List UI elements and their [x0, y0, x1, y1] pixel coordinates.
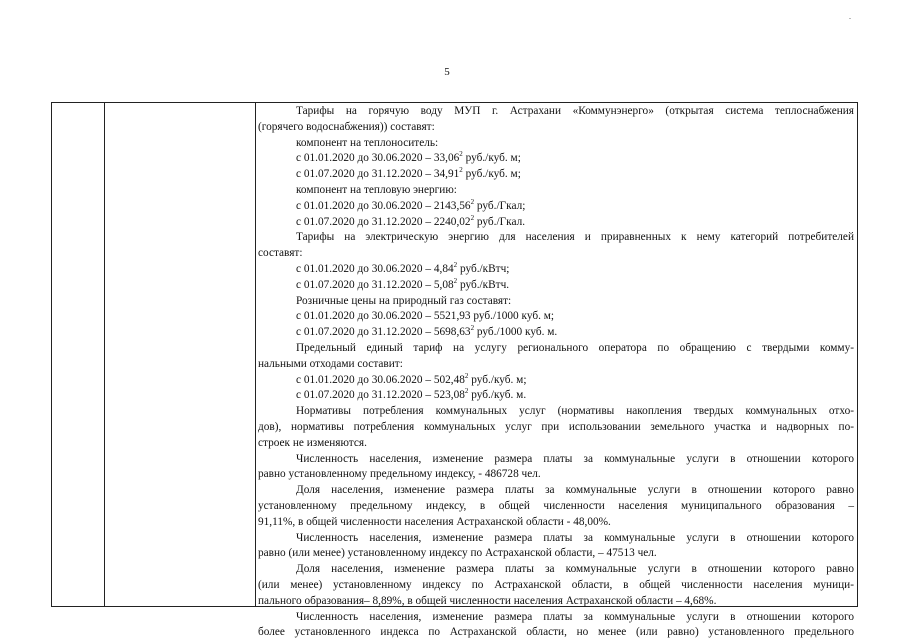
- text-line: [258, 578, 854, 594]
- line-text: Численность населения, изменение размера платы за коммунальные услуги в отношении которого: [296, 610, 854, 623]
- text-line: [258, 546, 854, 562]
- text-line: [258, 230, 854, 246]
- text-line: [258, 436, 854, 452]
- line-text: более установленного индекса по Астраханской области, но менее (или равно) установленного предельного: [258, 626, 854, 639]
- footnote-mark: 2: [459, 166, 463, 175]
- page-number: 5: [444, 66, 450, 78]
- text-line: [258, 467, 854, 483]
- text-line: [258, 278, 854, 294]
- line-text-tail: руб./кВтч;: [457, 262, 510, 275]
- scan-speck: [849, 18, 851, 19]
- text-line: [258, 373, 854, 389]
- text-line: [258, 625, 854, 641]
- line-text-tail: руб./куб. м;: [462, 168, 521, 181]
- line-text-tail: руб./куб. м;: [462, 152, 521, 165]
- footnote-mark: 2: [470, 197, 475, 206]
- text-line: [258, 151, 854, 167]
- text-line: [258, 136, 854, 152]
- footnote-mark: 2: [470, 213, 475, 222]
- text-line: [258, 262, 854, 278]
- line-text: с 01.07.2020 до 31.12.2020 – 2240,02: [296, 215, 471, 228]
- line-text: с 01.01.2020 до 30.06.2020 – 33,06: [296, 152, 460, 165]
- line-text: с 01.01.2020 до 30.06.2020 – 5521,93 руб./1000 куб. м;: [296, 310, 555, 323]
- footnote-mark: 2: [459, 150, 463, 159]
- column-divider-2: [255, 103, 256, 606]
- line-text-tail: руб./1000 куб. м.: [474, 326, 558, 339]
- line-text: с 01.07.2020 до 31.12.2020 – 523,08: [296, 389, 465, 402]
- line-text: с 01.01.2020 до 30.06.2020 – 502,48: [296, 373, 465, 386]
- text-line: [258, 246, 854, 262]
- text-line: [258, 294, 854, 310]
- line-text: с 01.01.2020 до 30.06.2020 – 4,84: [296, 262, 454, 275]
- table-cell-text: [258, 104, 854, 641]
- line-text: Численность населения, изменение размера платы за коммунальные услуги в отношении которого: [296, 452, 854, 465]
- text-line: [258, 594, 854, 610]
- footnote-mark: 2: [470, 324, 475, 333]
- line-text: (или менее) установленному индексу по Астраханской области, в общей численности населения муници-: [258, 578, 854, 591]
- text-line: [258, 499, 854, 515]
- line-text-tail: руб./Гкал.: [474, 215, 526, 228]
- line-text-tail: руб./Гкал;: [474, 199, 526, 212]
- text-line: [258, 215, 854, 231]
- line-text: с 01.01.2020 до 30.06.2020 – 2143,56: [296, 199, 471, 212]
- footnote-mark: 2: [464, 387, 469, 396]
- column-divider-1: [104, 103, 105, 606]
- line-text: равно (или менее) установленному индексу по Астраханской области, – 47513 чел.: [258, 547, 657, 560]
- line-text: составят:: [258, 247, 303, 260]
- text-line: [258, 531, 854, 547]
- line-text: Доля населения, изменение размера платы за коммунальные услуги в отношении которого равно: [296, 484, 854, 497]
- footnote-mark: 2: [453, 260, 458, 269]
- line-text: Нормативы потребления коммунальных услуг (нормативы накопления твердых коммунальных отхо-: [296, 405, 854, 418]
- line-text: компонент на тепловую энергию:: [296, 183, 457, 196]
- line-text-tail: руб./куб. м;: [468, 373, 527, 386]
- text-line: [258, 167, 854, 183]
- text-line: [258, 341, 854, 357]
- document-table: [51, 102, 858, 639]
- text-line: [258, 404, 854, 420]
- footnote-mark: 2: [453, 276, 458, 285]
- text-line: [258, 515, 854, 531]
- line-text: (горячего водоснабжения)) составят:: [258, 120, 435, 133]
- text-line: [258, 309, 854, 325]
- line-text: Численность населения, изменение размера платы за коммунальные услуги в отношении которого: [296, 531, 854, 544]
- line-text: пального образования– 8,89%, в общей численности населения Астраханской области – 4,68%.: [258, 594, 717, 607]
- line-text: равно установленному предельному индексу, - 486728 чел.: [258, 468, 541, 481]
- text-line: [258, 325, 854, 341]
- line-text: компонент на теплоноситель:: [296, 136, 439, 149]
- footnote-mark: 2: [464, 371, 469, 380]
- text-line: [258, 420, 854, 436]
- line-text: установленному предельному индексу, в общей численности населения муниципального образования –: [258, 499, 854, 512]
- line-text: строек не изменяются.: [258, 436, 367, 449]
- line-text: Тарифы на горячую воду МУП г. Астрахани «Коммунэнерго» (открытая система теплоснабжения: [296, 105, 854, 117]
- text-line: [258, 483, 854, 499]
- line-text: 91,11%, в общей численности населения Астраханской области - 48,00%.: [258, 515, 611, 528]
- text-line: [258, 357, 854, 373]
- line-text: Доля населения, изменение размера платы за коммунальные услуги в отношении которого равно: [296, 563, 854, 576]
- line-text-tail: руб./кВтч.: [457, 278, 510, 291]
- line-text: дов), нормативы потребления коммунальных услуг при использовании земельного участка и надворных по-: [258, 420, 854, 433]
- line-text: Тарифы на электрическую энергию для населения и приравненных к нему категорий потребителей: [296, 231, 854, 244]
- line-text-tail: руб./куб. м.: [468, 389, 527, 402]
- line-text: Предельный единый тариф на услугу регионального оператора по обращению с твердыми комму-: [296, 341, 854, 354]
- text-line: [258, 452, 854, 468]
- text-line: [258, 104, 854, 120]
- line-text: с 01.07.2020 до 31.12.2020 – 5698,63: [296, 326, 471, 339]
- text-line: [258, 183, 854, 199]
- line-text: Розничные цены на природный газ составят:: [296, 294, 512, 307]
- line-text: с 01.07.2020 до 31.12.2020 – 34,91: [296, 168, 460, 181]
- text-line: [258, 199, 854, 215]
- text-line: [258, 610, 854, 626]
- text-line: [258, 120, 854, 136]
- text-line: [258, 562, 854, 578]
- line-text: нальными отходами составит:: [258, 357, 403, 370]
- text-line: [258, 388, 854, 404]
- line-text: с 01.07.2020 до 31.12.2020 – 5,08: [296, 278, 454, 291]
